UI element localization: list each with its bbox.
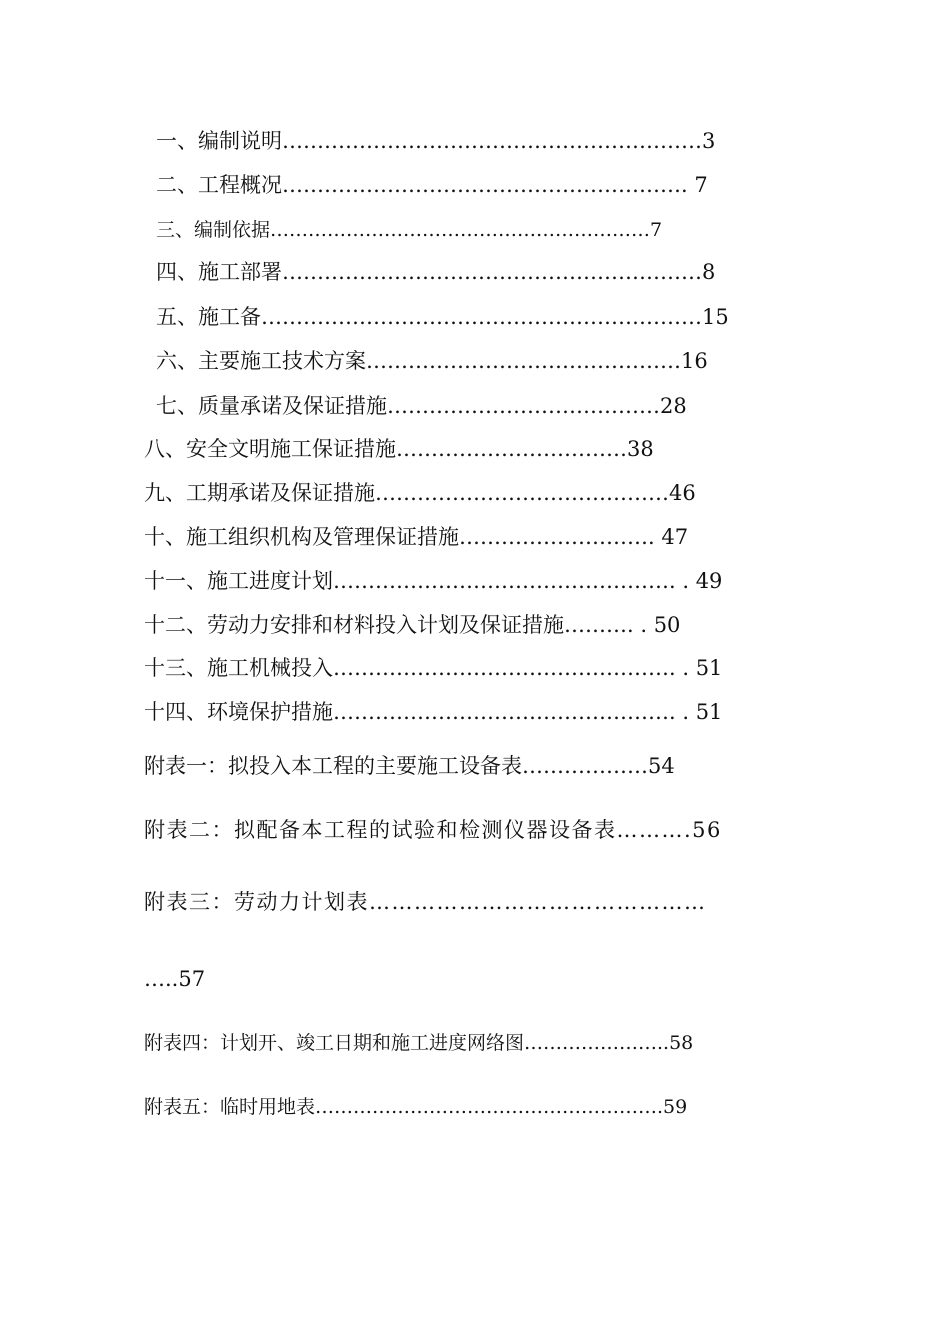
toc-entry-9: 九、工期承诺及保证措施……………………………………46 <box>144 481 696 505</box>
toc-entry-appendix-2: 附表二：拟配备本工程的试验和检测仪器设备表……….56 <box>144 818 722 842</box>
toc-entry-3: 三、编制依据……………………………………………………7 <box>156 219 663 241</box>
toc-entry-appendix-3: 附表三：劳动力计划表……………………………………… <box>144 890 707 914</box>
toc-entry-4: 四、施工部署……………………………………………………8 <box>156 260 716 284</box>
toc-entry-12: 十二、劳动力安排和材料投入计划及保证措施………. . 50 <box>144 613 681 637</box>
toc-entry-appendix-5: 附表五：临时用地表……………………………………………….59 <box>144 1096 688 1118</box>
toc-entry-5: 五、施工备………………………………………………………15 <box>156 305 729 329</box>
toc-entry-appendix-4: 附表四：计划开、竣工日期和施工进度网络图…………………..58 <box>144 1032 694 1054</box>
toc-entry-6: 六、主要施工技术方案………………………………………16 <box>156 349 708 373</box>
toc-entry-7: 七、质量承诺及保证措施…………………………………28 <box>156 394 687 418</box>
toc-entry-8: 八、安全文明施工保证措施……………………………38 <box>144 437 654 461</box>
toc-entry-13: 十三、施工机械投入…………………………………………. . 51 <box>144 656 723 680</box>
toc-entry-appendix-3-page: …..57 <box>144 967 206 991</box>
toc-entry-14: 十四、环境保护措施…………………………………………. . 51 <box>144 700 723 724</box>
toc-entry-1: 一、编制说明……………………………………………………3 <box>156 129 716 153</box>
toc-entry-10: 十、施工组织机构及管理保证措施………………………. 47 <box>144 525 689 549</box>
toc-entry-11: 十一、施工进度计划…………………………………………. . 49 <box>144 569 723 593</box>
toc-entry-appendix-1: 附表一：拟投入本工程的主要施工设备表………………54 <box>144 754 675 778</box>
toc-entry-2: 二、工程概况…………………………………………………. 7 <box>156 173 708 197</box>
